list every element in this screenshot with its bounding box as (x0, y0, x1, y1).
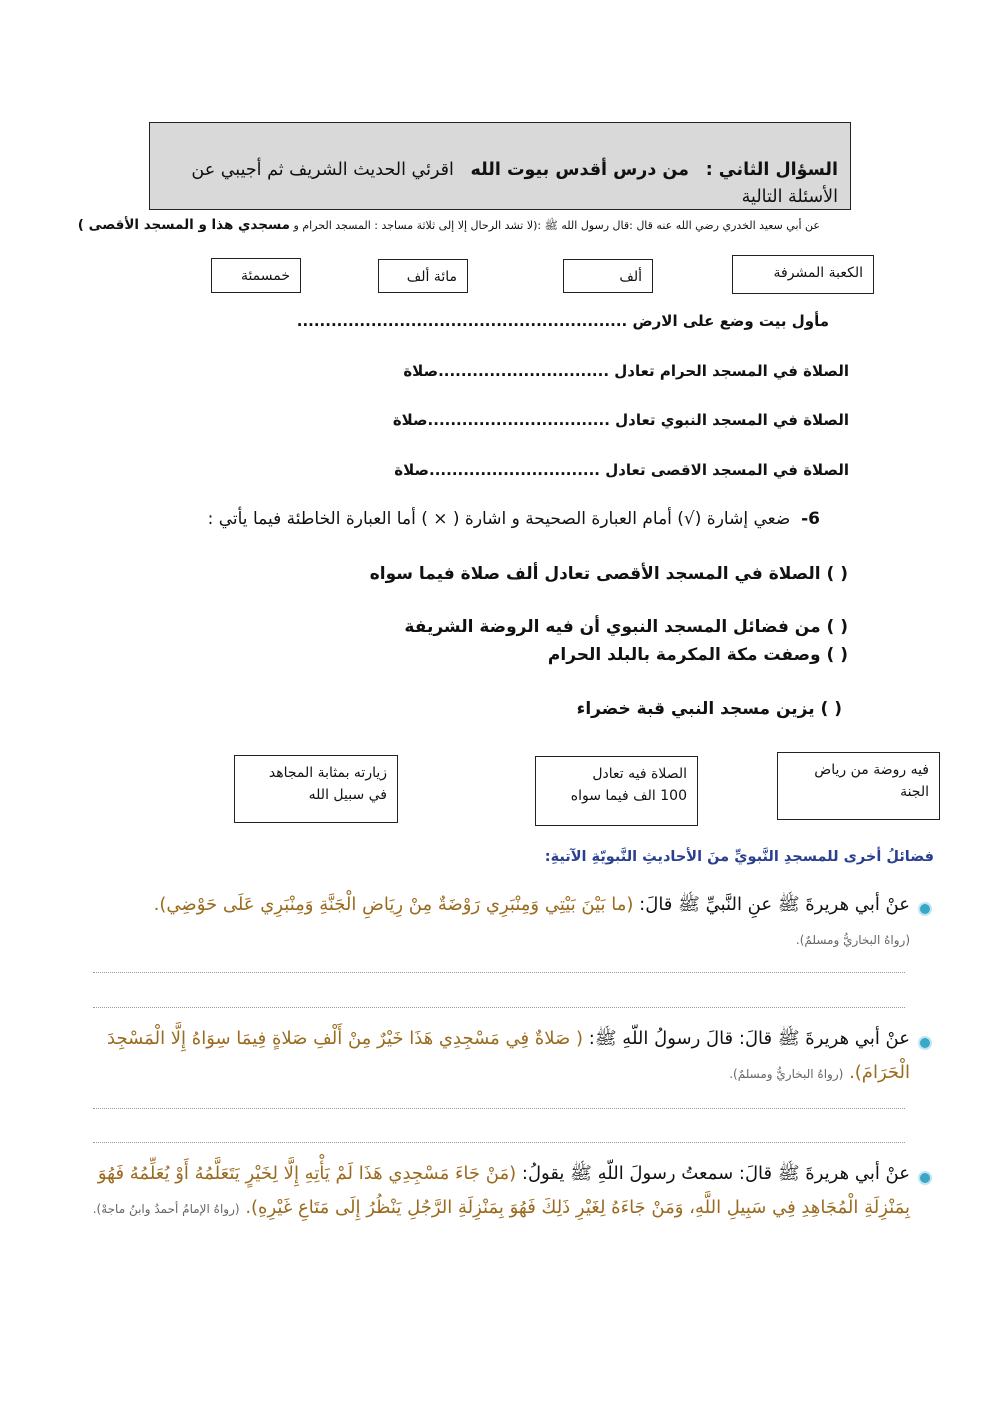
tf-item: ( ) يزين مسجد النبي قبة خضراء (576, 699, 842, 719)
hadith-source: (رواهُ الإمامُ أحمدُ وابنُ ماجهْ). (92, 1202, 240, 1216)
question-label: السؤال الثاني : (705, 160, 838, 180)
fill-question: الصلاة في المسجد النبوي تعادل ................................صلاة (392, 411, 849, 429)
tf-item: ( ) الصلاة في المسجد الأقصى تعادل ألف صلاة فيما سواه (369, 564, 848, 584)
hadith-intro (77, 217, 820, 235)
bullet-icon (918, 902, 932, 916)
virtue-box: الصلاة فيه تعادل 100 الف فيما سواه (535, 756, 698, 826)
hadith-text: (ما بَيْنَ بَيْتِي وَمِنْبَرِي رَوْضَةٌ مِنْ رِيَاضِ الْجَنَّةِ وَمِنْبَرِي عَلَى حَوْضِي). (153, 894, 634, 915)
tf-instruction: 6- ضعي إشارة (√) أمام العبارة الصحيحة و اشارة ( × ) أما العبارة الخاطئة فيما يأتي : (207, 509, 820, 529)
answer-line (93, 972, 905, 973)
hadith-intro-text: عنْ أبي هريرةَ ﷺ عنِ النَّبيِّ ﷺ قالَ: (639, 894, 910, 915)
answer-line (93, 1142, 905, 1143)
hadith-block (90, 1022, 910, 1091)
virtue-box: زيارته بمثابة المجاهد في سبيل الله (234, 755, 398, 823)
hadith-block (90, 1157, 910, 1226)
fill-question: الصلاة في المسجد الحرام تعادل ..............................صلاة (403, 362, 849, 380)
question-header (149, 122, 851, 210)
hadith-source: (رواهُ البخاريُّ ومسلمٌ). (795, 933, 910, 947)
hadith-text: (مَنْ جَاءَ مَسْجِدِي هَذَا لَمْ يَأْتِهِ إِلَّا لِخَيْرٍ يَتَعَلَّمُهُ أَوْ يُعَلِّمُهُ فَهُوَ بِمَنْزِلَةِ الْمُجَاهِدِ فِي سَبِيلِ اللَّهِ، وَمَنْ جَاءَهُ لِغَيْرِ ذَلِكَ فَهُوَ بِمَنْزِلَةِ الرَّجُلِ يَنْظُرُ إِلَى مَتَاعِ غَيْرِهِ). (97, 1163, 910, 1218)
word-bank-item: مائة ألف (378, 259, 468, 293)
tf-item: ( ) وصفت مكة المكرمة بالبلد الحرام (547, 645, 848, 665)
hadith-block (90, 888, 910, 957)
tf-item: ( ) من فضائل المسجد النبوي أن فيه الروضة الشريفة (404, 617, 848, 637)
hadith-source: (رواهُ البخاريُّ ومسلمٌ). (729, 1067, 844, 1081)
bullet-icon (918, 1171, 932, 1185)
section-title: فضائلُ أخرى للمسجدِ النَّبويِّ منَ الأحاديثِ النَّبويّةِ الآتيةِ: (544, 849, 934, 865)
word-bank-item: خمسمئة (211, 258, 301, 293)
hadith-bold-end: مسجدي هذا و المسجد الأقصى ) (77, 217, 291, 233)
hadith-intro-text: عنْ أبي هريرةَ ﷺ قالَ: سمعتُ رسولَ اللّهِ ﷺ يقولُ: (521, 1163, 910, 1184)
answer-line (93, 1007, 905, 1008)
hadith-intro-text: عنْ أبي هريرةَ ﷺ قالَ: قالَ رسولُ اللّهِ ﷺ: (588, 1028, 910, 1049)
hadith-text: ( صَلاةٌ فِي مَسْجِدِي هَذَا خَيْرٌ مِنْ أَلْفِ صَلاةٍ فِيمَا سِوَاهُ إِلَّا الْمَسْجِدَ الْحَرَامَ). (107, 1028, 910, 1083)
hadith-narration: عن أبي سعيد الخدري رضي الله عنه قال :قال رسول الله ﷺ :(لا تشد الرحال إلا إلى ثلاثة مساجد : المسجد الحرام و (293, 219, 820, 232)
fill-question: مأول بيت وضع على الارض .......................................................... (296, 312, 829, 330)
question-instruction: اقرئي الحديث الشريف ثم أجيبي عن الأسئلة التالية (191, 160, 838, 207)
answer-line (93, 1108, 905, 1109)
fill-question: الصلاة في المسجد الاقصى تعادل ..............................صلاة (394, 461, 849, 479)
bullet-icon (918, 1036, 932, 1050)
word-bank-item: الكعبة المشرفة (732, 255, 874, 294)
lesson-title: من درس أقدس بيوت الله (470, 160, 690, 180)
virtue-box: فيه روضة من رياض الجنة (777, 752, 940, 820)
word-bank-item: ألف (563, 259, 653, 293)
